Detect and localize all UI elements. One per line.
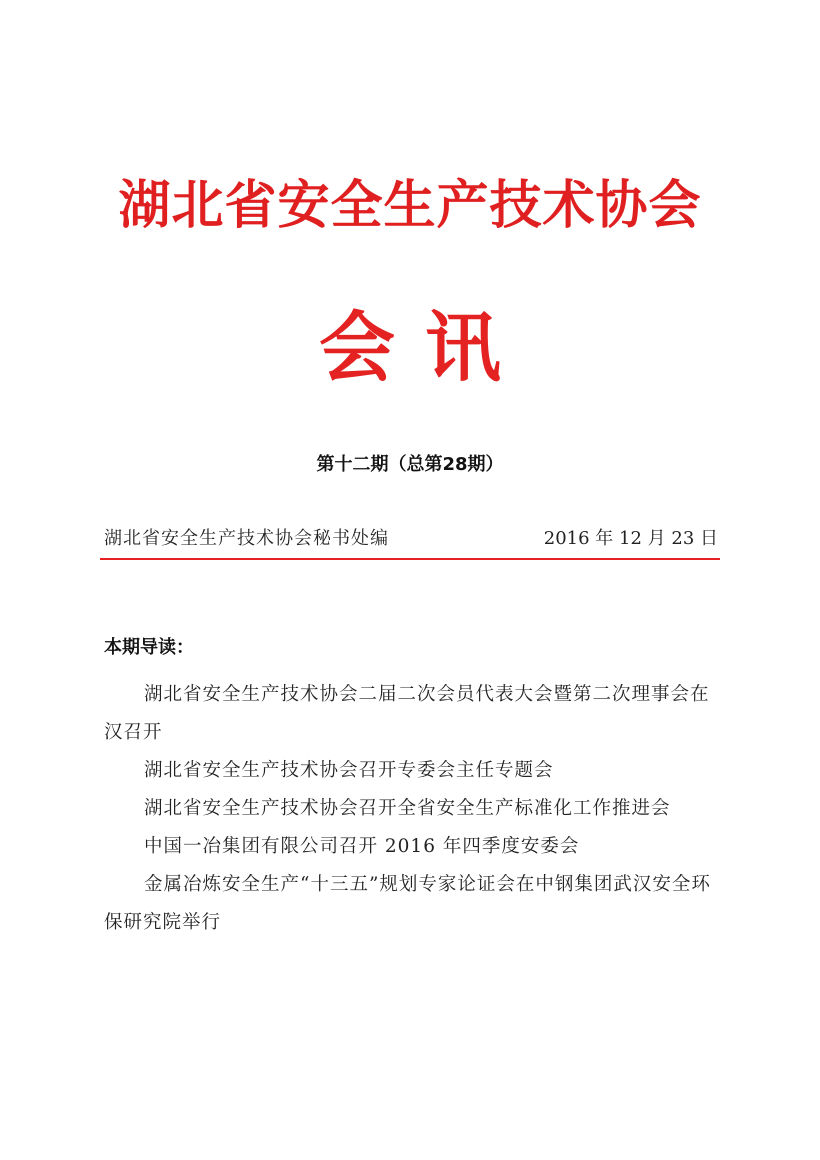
publication-title: 会讯 xyxy=(319,303,531,392)
contents-list xyxy=(104,676,718,942)
contents-item: 中国一冶集团有限公司召开 2016 年四季度安委会 xyxy=(144,836,580,857)
contents-item: 湖北省安全生产技术协会召开全省安全生产标准化工作推进会 xyxy=(144,798,671,819)
contents-item: 金属冶炼安全生产“十三五”规划专家论证会在中钢集团武汉安全环保研究院举行 xyxy=(104,874,711,933)
editor-credit: 湖北省安全生产技术协会秘书处编 xyxy=(104,528,389,549)
issue-date: 2016 年 12 月 23 日 xyxy=(543,528,718,549)
contents-heading: 本期导读： xyxy=(104,637,194,658)
red-divider xyxy=(100,558,720,560)
contents-item: 湖北省安全生产技术协会二届二次会员代表大会暨第二次理事会在汉召开 xyxy=(104,684,710,743)
organization-title: 湖北省安全生产技术协会 xyxy=(118,175,702,236)
masthead-line xyxy=(104,525,718,553)
issue-number: 第十二期（总第28期） xyxy=(316,454,504,475)
contents-item: 湖北省安全生产技术协会召开专委会主任专题会 xyxy=(144,760,554,781)
